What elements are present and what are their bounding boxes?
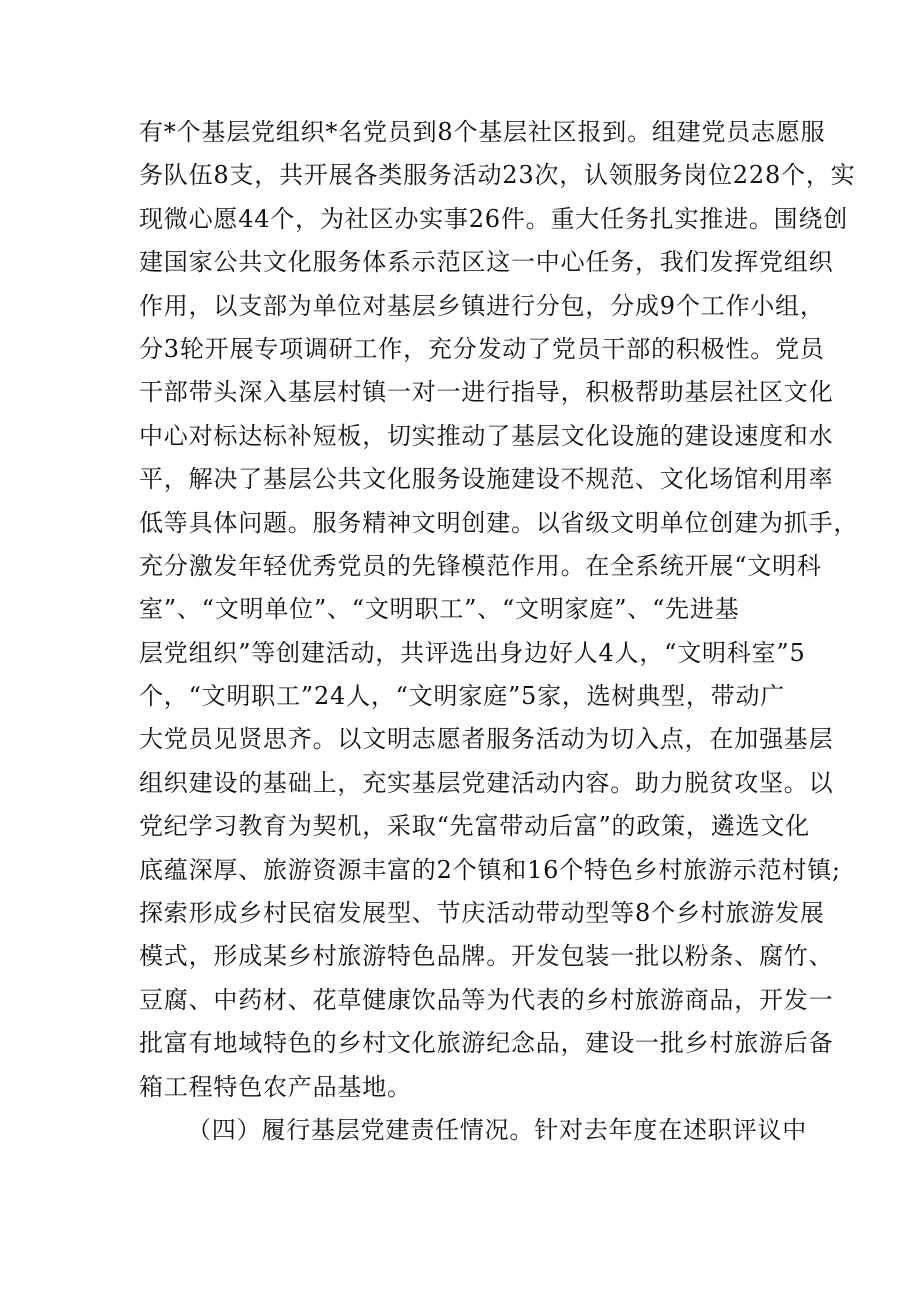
text-line: 务队伍8支，共开展各类服务活动23次，认领服务岗位228个，实 bbox=[139, 161, 856, 190]
text-line: 模式，形成某乡村旅游特色品牌。开发包装一批以粉条、腐竹、 bbox=[139, 942, 834, 971]
text-line: 底蕴深厚、旅游资源丰富的2个镇和16个特色乡村旅游示范村镇; bbox=[139, 855, 841, 884]
text-line: 批富有地域特色的乡村文化旅游纪念品，建设一批乡村旅游后备 bbox=[139, 1029, 834, 1058]
text-line: 现微心愿44个，为社区办实事26件。重大任务扎实推进。围绕创 bbox=[139, 204, 849, 233]
text-line: 干部带头深入基层村镇一对一进行指导，积极帮助基层社区文化 bbox=[139, 378, 834, 407]
text-line: 中心对标达标补短板，切实推动了基层文化设施的建设速度和水 bbox=[139, 421, 834, 450]
text-line: 探索形成乡村民宿发展型、节庆活动带动型等8个乡村旅游发展 bbox=[139, 899, 825, 928]
text-line: 室”、“文明单位”、“文明职工”、“文明家庭”、“先进基 bbox=[139, 595, 740, 624]
text-line: 低等具体问题。服务精神文明创建。以省级文明单位创建为抓手， bbox=[139, 508, 859, 537]
text-line: 平，解决了基层公共文化服务设施建设不规范、文化场馆利用率 bbox=[139, 465, 834, 494]
text-line: 豆腐、中药材、花草健康饮品等为代表的乡村旅游商品，开发一 bbox=[139, 985, 834, 1014]
text-line: 大党员见贤思齐。以文明志愿者服务活动为切入点，在加强基层 bbox=[139, 725, 834, 754]
text-line: 充分激发年轻优秀党员的先锋模范作用。在全系统开展“文明科 bbox=[139, 551, 822, 580]
text-line: 组织建设的基础上，充实基层党建活动内容。助力脱贫攻坚。以 bbox=[139, 768, 834, 797]
text-line: 党纪学习教育为契机，采取“先富带动后富”的政策，遴选文化 bbox=[139, 812, 810, 841]
text-line: 分3轮开展专项调研工作，充分发动了党员干部的积极性。党员 bbox=[139, 334, 825, 363]
text-line: 层党组织”等创建活动，共评选出身边好人4人，“文明科室”5 bbox=[139, 638, 806, 667]
text-line: 有*个基层党组织*名党员到8个基层社区报到。组建党员志愿服 bbox=[139, 118, 826, 146]
section-heading: （四）履行基层党建责任情况。针对去年度在述职评议中 bbox=[187, 1115, 807, 1144]
text-line: 个，“文明职工”24人，“文明家庭”5家，选树典型，带动广 bbox=[139, 682, 786, 711]
text-line: 作用，以支部为单位对基层乡镇进行分包，分成9个工作小组， bbox=[139, 291, 825, 320]
body-text bbox=[139, 111, 859, 1152]
text-line: 箱工程特色农产品基地。 bbox=[139, 1072, 412, 1101]
text-line: 建国家公共文化服务体系示范区这一中心任务，我们发挥党组织 bbox=[139, 248, 834, 277]
